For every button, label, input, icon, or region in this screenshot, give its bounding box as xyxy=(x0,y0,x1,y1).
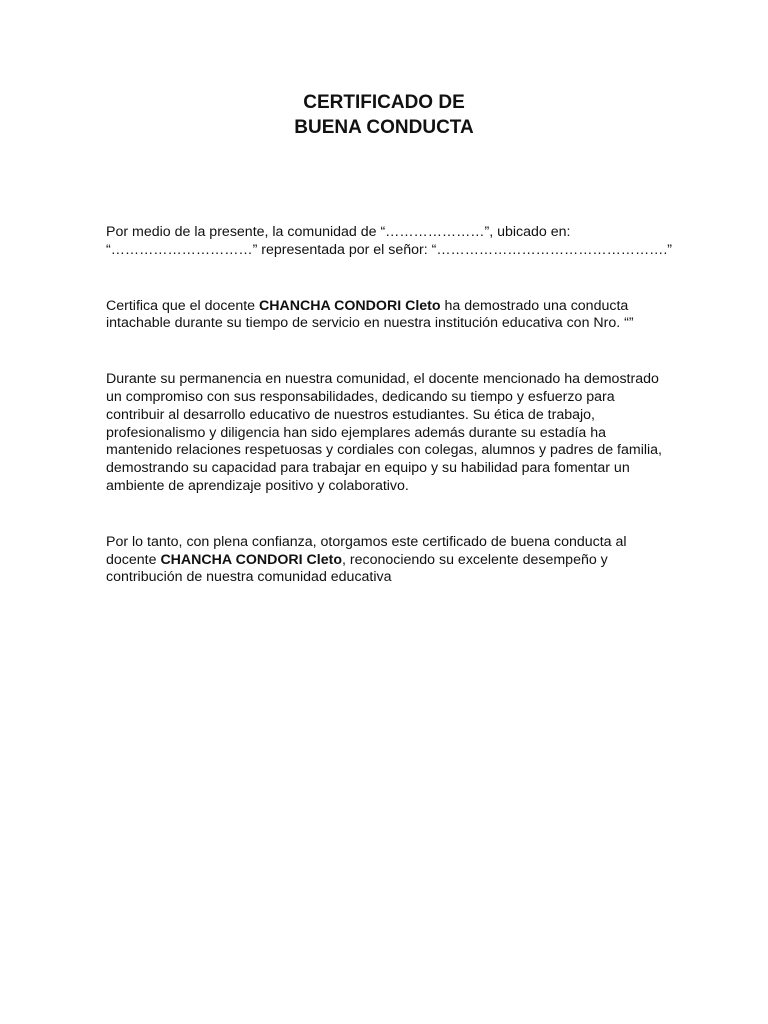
paragraph-permanence-line-3: contribuir al desarrollo educativo de nuestros estudiantes. Su ética de trabajo, xyxy=(106,406,595,423)
teacher-name-conclusion: CHANCHA CONDORI Cleto xyxy=(160,551,342,568)
paragraph-conclusion xyxy=(106,534,676,587)
paragraph-certify-line-2: intachable durante su tiempo de servicio en nuestra institución educativa con Nro. “” xyxy=(106,315,634,332)
paragraph-permanence-line-7: ambiente de aprendizaje positivo y colaborativo. xyxy=(106,477,409,494)
paragraph-intro xyxy=(106,224,676,260)
conclusion-text-post: , reconociendo su excelente desempeño y xyxy=(341,551,608,568)
conclusion-text-pre: docente xyxy=(106,551,161,568)
paragraph-conclusion-line-2 xyxy=(106,552,676,570)
paragraph-permanence-line-1: Durante su permanencia en nuestra comunidad, el docente mencionado ha demostrado xyxy=(106,371,659,388)
paragraph-certify xyxy=(106,298,676,334)
certify-text-post: ha demostrado una conducta xyxy=(440,297,629,314)
teacher-name: CHANCHA CONDORI Cleto xyxy=(259,297,441,314)
paragraph-conclusion-line-1: Por lo tanto, con plena confianza, otorgamos este certificado de buena conducta al xyxy=(106,533,627,550)
paragraph-permanence-line-4: profesionalismo y diligencia han sido ejemplares además durante su estadía ha xyxy=(106,424,607,441)
paragraph-intro-line-2: “…………………………” representada por el señor: “………………………………………….” xyxy=(106,241,673,258)
paragraph-conclusion-line-3: contribución de nuestra comunidad educativa xyxy=(106,569,392,586)
document-title xyxy=(0,90,768,140)
paragraph-intro-line-1: Por medio de la presente, la comunidad de “…………………”, ubicado en: xyxy=(106,224,571,240)
paragraph-permanence-line-6: demostrando su capacidad para trabajar en equipo y su habilidad para fomentar un xyxy=(106,460,630,477)
document-body xyxy=(106,224,676,587)
paragraph-permanence-line-2: un compromiso con sus responsabilidades, dedicando su tiempo y esfuerzo para xyxy=(106,388,615,405)
paragraph-permanence xyxy=(106,371,676,496)
title-line-2: BUENA CONDUCTA xyxy=(294,117,474,138)
certify-text-pre: Certifica que el docente xyxy=(106,297,260,314)
paragraph-permanence-line-5: mantenido relaciones respetuosas y cordiales con colegas, alumnos y padres de familia, xyxy=(106,442,662,459)
title-line-1: CERTIFICADO DE xyxy=(303,92,465,113)
paragraph-certify-line-1 xyxy=(106,298,676,316)
